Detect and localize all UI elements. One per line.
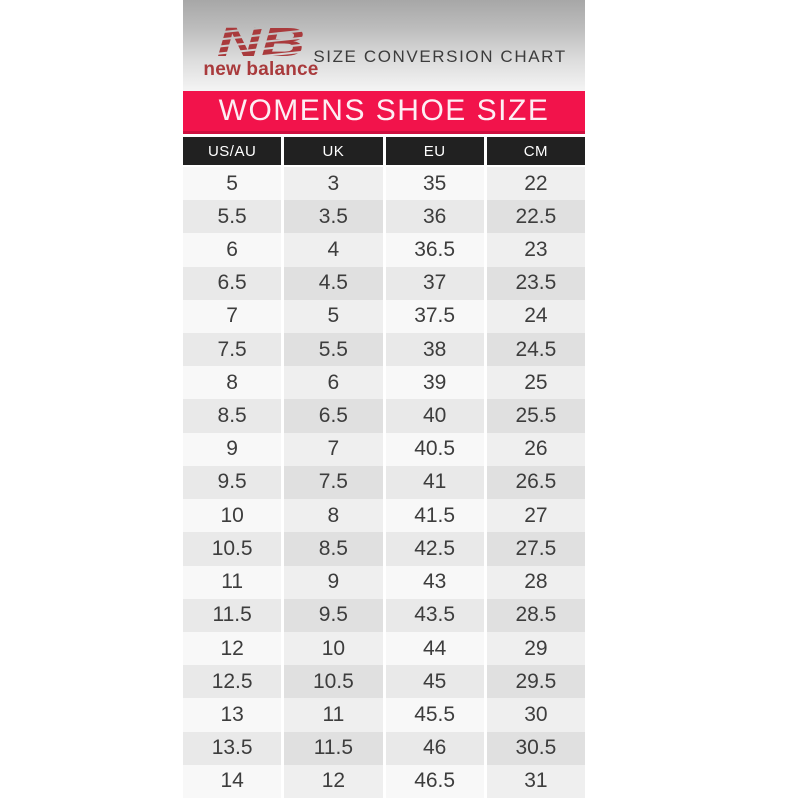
table-row	[183, 267, 585, 300]
table-cell: 31	[487, 765, 585, 798]
table-cell: 13	[183, 698, 281, 731]
table-cell: 44	[386, 632, 484, 665]
table-row	[183, 765, 585, 798]
table-cell: 10.5	[183, 532, 281, 565]
table-cell: 7	[183, 300, 281, 333]
table-cell: 5.5	[284, 333, 382, 366]
table-cell: 5	[284, 300, 382, 333]
table-cell: 8	[284, 499, 382, 532]
table-cell: 6.5	[183, 267, 281, 300]
table-cell: 12	[284, 765, 382, 798]
table-cell: 27	[487, 499, 585, 532]
table-cell: 36	[386, 200, 484, 233]
table-row	[183, 200, 585, 233]
table-cell: 13.5	[183, 732, 281, 765]
table-body	[183, 167, 585, 798]
column-header-us-au: US/AU	[183, 137, 281, 165]
table-cell: 35	[386, 167, 484, 200]
table-cell: 11	[284, 698, 382, 731]
table-cell: 6	[183, 233, 281, 266]
table-row	[183, 167, 585, 200]
table-cell: 14	[183, 765, 281, 798]
table-cell: 29	[487, 632, 585, 665]
table-row	[183, 399, 585, 432]
table-cell: 29.5	[487, 665, 585, 698]
table-cell: 3.5	[284, 200, 382, 233]
table-cell: 25.5	[487, 399, 585, 432]
logo-wordmark: new balance	[203, 59, 319, 80]
table-cell: 9.5	[183, 466, 281, 499]
table-cell: 37	[386, 267, 484, 300]
table-cell: 38	[386, 333, 484, 366]
table-cell: 23.5	[487, 267, 585, 300]
table-row	[183, 499, 585, 532]
table-cell: 22	[487, 167, 585, 200]
table-cell: 24.5	[487, 333, 585, 366]
table-row	[183, 599, 585, 632]
table-cell: 9.5	[284, 599, 382, 632]
table-cell: 39	[386, 366, 484, 399]
table-cell: 10	[284, 632, 382, 665]
table-cell: 12	[183, 632, 281, 665]
table-cell: 42.5	[386, 532, 484, 565]
table-cell: 6	[284, 366, 382, 399]
table-row	[183, 300, 585, 333]
table-cell: 43	[386, 566, 484, 599]
table-cell: 43.5	[386, 599, 484, 632]
table-cell: 11.5	[284, 732, 382, 765]
column-header-uk: UK	[284, 137, 382, 165]
table-cell: 41.5	[386, 499, 484, 532]
table-cell: 10.5	[284, 665, 382, 698]
table-row	[183, 233, 585, 266]
table-cell: 9	[183, 433, 281, 466]
table-cell: 45	[386, 665, 484, 698]
table-cell: 6.5	[284, 399, 382, 432]
table-row	[183, 665, 585, 698]
table-cell: 24	[487, 300, 585, 333]
nb-logo-icon	[213, 20, 309, 62]
column-header-cm: CM	[487, 137, 585, 165]
table-cell: 11	[183, 566, 281, 599]
table-row	[183, 632, 585, 665]
table-cell: 10	[183, 499, 281, 532]
table-cell: 7.5	[183, 333, 281, 366]
table-row	[183, 433, 585, 466]
table-cell: 46	[386, 732, 484, 765]
table-cell: 3	[284, 167, 382, 200]
table-cell: 11.5	[183, 599, 281, 632]
table-cell: 26	[487, 433, 585, 466]
table-cell: 7.5	[284, 466, 382, 499]
banner-title: WOMENS SHOE SIZE	[218, 94, 550, 127]
table-cell: 4.5	[284, 267, 382, 300]
table-cell: 8	[183, 366, 281, 399]
column-header-eu: EU	[386, 137, 484, 165]
table-cell: 40.5	[386, 433, 484, 466]
womens-banner	[183, 91, 585, 134]
table-row	[183, 566, 585, 599]
table-cell: 22.5	[487, 200, 585, 233]
table-cell: 37.5	[386, 300, 484, 333]
new-balance-logo	[202, 20, 320, 79]
table-cell: 23	[487, 233, 585, 266]
table-header-row	[183, 137, 585, 165]
table-cell: 46.5	[386, 765, 484, 798]
table-cell: 28.5	[487, 599, 585, 632]
table-cell: 5.5	[183, 200, 281, 233]
table-cell: 9	[284, 566, 382, 599]
table-row	[183, 732, 585, 765]
table-row	[183, 466, 585, 499]
brand-header	[183, 0, 585, 91]
size-chart-title: SIZE CONVERSION CHART	[313, 47, 567, 66]
size-conversion-chart	[183, 0, 585, 800]
table-cell: 5	[183, 167, 281, 200]
table-cell: 28	[487, 566, 585, 599]
table-cell: 12.5	[183, 665, 281, 698]
table-cell: 41	[386, 466, 484, 499]
table-cell: 30.5	[487, 732, 585, 765]
table-cell: 8.5	[284, 532, 382, 565]
table-row	[183, 698, 585, 731]
table-cell: 4	[284, 233, 382, 266]
table-cell: 45.5	[386, 698, 484, 731]
table-cell: 7	[284, 433, 382, 466]
size-table	[183, 137, 585, 800]
table-cell: 27.5	[487, 532, 585, 565]
table-row	[183, 366, 585, 399]
table-cell: 40	[386, 399, 484, 432]
table-cell: 30	[487, 698, 585, 731]
table-row	[183, 333, 585, 366]
table-row	[183, 532, 585, 565]
svg-text:NB: NB	[217, 20, 305, 62]
table-cell: 8.5	[183, 399, 281, 432]
table-cell: 36.5	[386, 233, 484, 266]
table-cell: 26.5	[487, 466, 585, 499]
table-cell: 25	[487, 366, 585, 399]
